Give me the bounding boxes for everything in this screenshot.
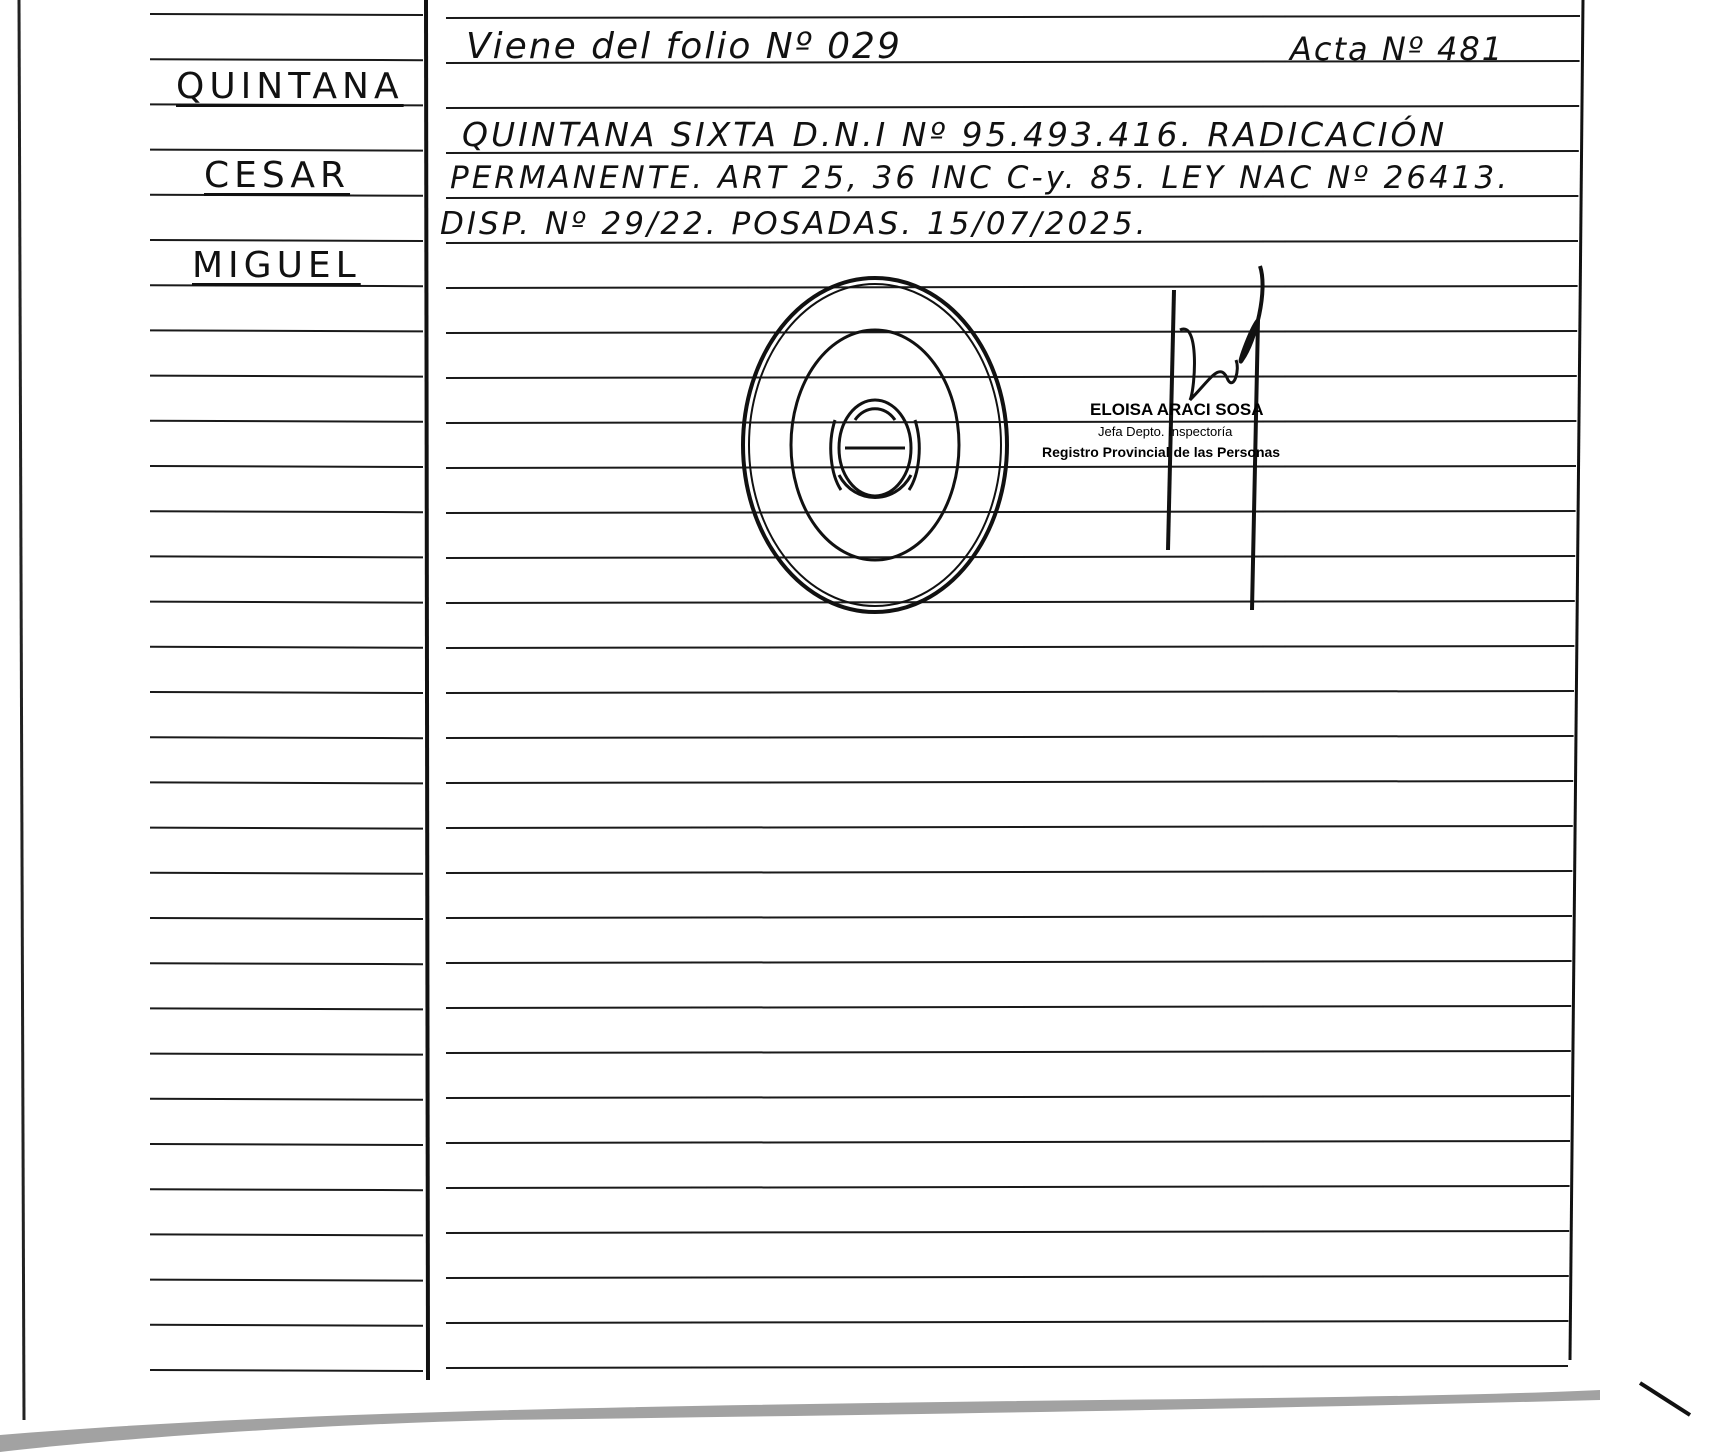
body-rule [446, 1366, 1568, 1368]
body-rule [446, 196, 1578, 198]
body-rule [446, 1186, 1570, 1188]
body-rule [446, 1276, 1569, 1278]
margin-rule [150, 782, 423, 783]
entry-line-3: DISP. Nº 29/22. POSADAS. 15/07/2025. [440, 206, 1149, 242]
body-rule [446, 16, 1580, 18]
margin-rule [150, 376, 423, 377]
margin-rule [150, 873, 423, 874]
margin-rule [150, 466, 423, 467]
entry-line-2: PERMANENTE. ART 25, 36 INC C-y. 85. LEY NAC Nº 26413. [450, 160, 1511, 196]
body-rule [446, 646, 1574, 648]
stamp-name: ELOISA ARACI SOSA [1090, 400, 1264, 419]
body-rule [446, 1141, 1570, 1143]
body-rule [446, 1006, 1571, 1008]
margin-rule [150, 1054, 423, 1055]
body-rule [446, 1231, 1569, 1233]
margin-rule [150, 1234, 423, 1235]
body-rule [446, 736, 1574, 738]
margin-rule [150, 1370, 423, 1371]
margin-rule [150, 918, 423, 919]
body-rule [446, 1051, 1571, 1053]
acta-number: Acta Nº 481 [1290, 30, 1505, 68]
margin-rule [150, 1008, 423, 1009]
body-rule [446, 691, 1574, 693]
stamp-office: Registro Provincial de las Personas [1042, 444, 1281, 460]
margin-rule [150, 737, 423, 738]
stamp-role: Jefa Depto. Inspectoría [1098, 424, 1233, 439]
margin-rule [150, 1144, 423, 1145]
left-edge [19, 0, 24, 1420]
body-rule [446, 826, 1573, 828]
margin-name-3: MIGUEL [192, 245, 361, 286]
margin-rule [150, 511, 423, 512]
margin-rule [150, 692, 423, 693]
margin-rule [150, 828, 423, 829]
margin-name-2: CESAR [204, 155, 351, 196]
margin-rule [150, 1280, 423, 1281]
body-rule [446, 106, 1579, 108]
margin-rule [150, 556, 423, 557]
official-seal [735, 270, 1015, 620]
margin-rule [150, 330, 423, 331]
right-border [1570, 0, 1583, 1360]
margin-rule [150, 240, 423, 241]
body-rule [446, 916, 1572, 918]
margin-rule [150, 421, 423, 422]
body-rule [446, 1321, 1568, 1323]
handwritten-signature [1140, 260, 1300, 620]
body-rule [446, 871, 1572, 873]
margin-rule [150, 963, 423, 964]
corner-mark [1640, 1383, 1690, 1415]
margin-rule [150, 1325, 423, 1326]
body-rule [446, 781, 1573, 783]
margin-rule [150, 150, 423, 151]
margin-name-1: QUINTANA [176, 66, 404, 107]
margin-divider [426, 0, 428, 1380]
coat-of-arms-icon [831, 400, 920, 498]
folio-note: Viene del folio Nº 029 [466, 26, 902, 67]
body-rule [446, 1096, 1570, 1098]
margin-rule [150, 1099, 423, 1100]
margin-rule [150, 1189, 423, 1190]
entry-line-1: QUINTANA SIXTA D.N.I Nº 95.493.416. RADICACIÓN [462, 115, 1448, 154]
scan-smear [0, 1390, 1600, 1452]
body-rule [446, 961, 1572, 963]
margin-rule [150, 602, 423, 603]
margin-rule [150, 14, 423, 15]
margin-rule [150, 59, 423, 60]
margin-rule [150, 647, 423, 648]
